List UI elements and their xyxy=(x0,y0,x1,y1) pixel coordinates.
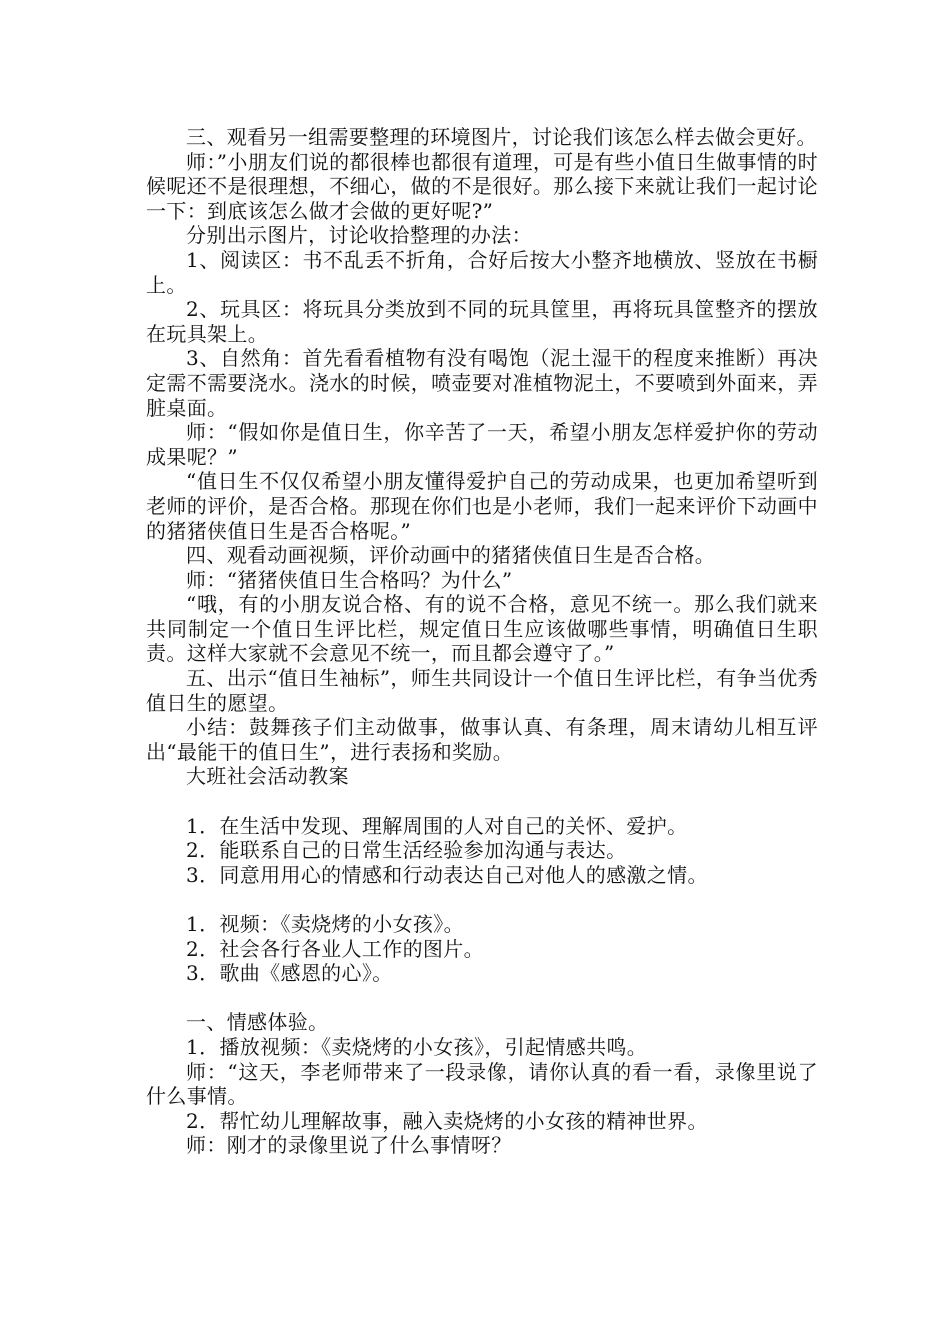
blank-line xyxy=(146,887,818,912)
paragraph: 师：刚才的录像里说了什么事情呀？ xyxy=(186,1133,512,1158)
paragraph: 师：“猪猪侠值日生合格吗？为什么” xyxy=(186,567,513,592)
paragraph: 3．歌曲《感恩的心》。 xyxy=(186,961,393,986)
paragraph: 大班社会活动教案 xyxy=(186,764,349,789)
paragraph: 3、自然角：首先看看植物有没有喝饱（泥土湿干的程度来推断）再决定需不需要浇水。浇水的时候，喷壶要对准植物泥土，不要喷到外面来，弄脏桌面。 xyxy=(146,346,818,420)
paragraph: 2．社会各行各业人工作的图片。 xyxy=(186,936,484,961)
document-body xyxy=(146,125,818,1158)
paragraph: “值日生不仅仅希望小朋友懂得爱护自己的劳动成果，也更加希望听到老师的评价，是否合格。那现在你们也是小老师，我们一起来评价下动画中的猪猪侠值日生是否合格呢。” xyxy=(146,469,818,543)
paragraph: 师：“假如你是值日生，你辛苦了一天，希望小朋友怎样爱护你的劳动成果呢？” xyxy=(146,420,818,469)
paragraph: 2、玩具区：将玩具分类放到不同的玩具筐里，再将玩具筐整齐的摆放在玩具架上。 xyxy=(146,297,818,346)
blank-line xyxy=(146,986,818,1011)
paragraph: 师：“这天，李老师带来了一段录像，请你认真的看一看，录像里说了什么事情。 xyxy=(146,1059,818,1109)
paragraph: 小结：鼓舞孩子们主动做事，做事认真、有条理，周末请幼儿相互评出“最能干的值日生”，进行表扬和奖励。 xyxy=(146,715,818,764)
paragraph: 三、观看另一组需要整理的环境图片，讨论我们该怎么样去做会更好。 xyxy=(186,125,817,149)
paragraph: 分别出示图片，讨论收拾整理的办法： xyxy=(186,223,532,248)
paragraph: 1．视频：《卖烧烤的小女孩》。 xyxy=(186,912,464,936)
paragraph: 3．同意用用心的情感和行动表达自己对他人的感激之情。 xyxy=(186,862,708,887)
paragraph: 师：”小朋友们说的都很棒也都很有道理，可是有些小值日生做事情的时候呢还不是很理想，不细心，做的不是很好。那么接下来就让我们一起讨论一下：到底该怎么做才会做的更好呢?” xyxy=(146,149,818,223)
paragraph: 1．播放视频：《卖烧烤的小女孩》，引起情感共鸣。 xyxy=(186,1034,648,1059)
paragraph: 2．帮忙幼儿理解故事，融入卖烧烤的小女孩的精神世界。 xyxy=(186,1108,708,1133)
paragraph: 1．在生活中发现、理解周围的人对自己的关怀、爱护。 xyxy=(186,813,688,838)
paragraph: 四、观看动画视频，评价动画中的猪猪侠值日生是否合格。 xyxy=(186,543,716,568)
paragraph: 五、出示“值日生袖标”，师生共同设计一个值日生评比栏，有争当优秀值日生的愿望。 xyxy=(146,666,818,715)
paragraph: “哦，有的小朋友说合格、有的说不合格，意见不统一。那么我们就来共同制定一个值日生评比栏，规定值日生应该做哪些事情，明确值日生职责。这样大家就不会意见不统一，而且都会遵守了。” xyxy=(146,592,818,666)
paragraph: 一、情感体验。 xyxy=(186,1010,329,1035)
paragraph: 1、阅读区：书不乱丢不折角，合好后按大小整齐地横放、竖放在书橱上。 xyxy=(146,247,818,297)
paragraph: 2．能联系自己的日常生活经验参加沟通与表达。 xyxy=(186,838,627,863)
blank-line xyxy=(146,789,818,814)
